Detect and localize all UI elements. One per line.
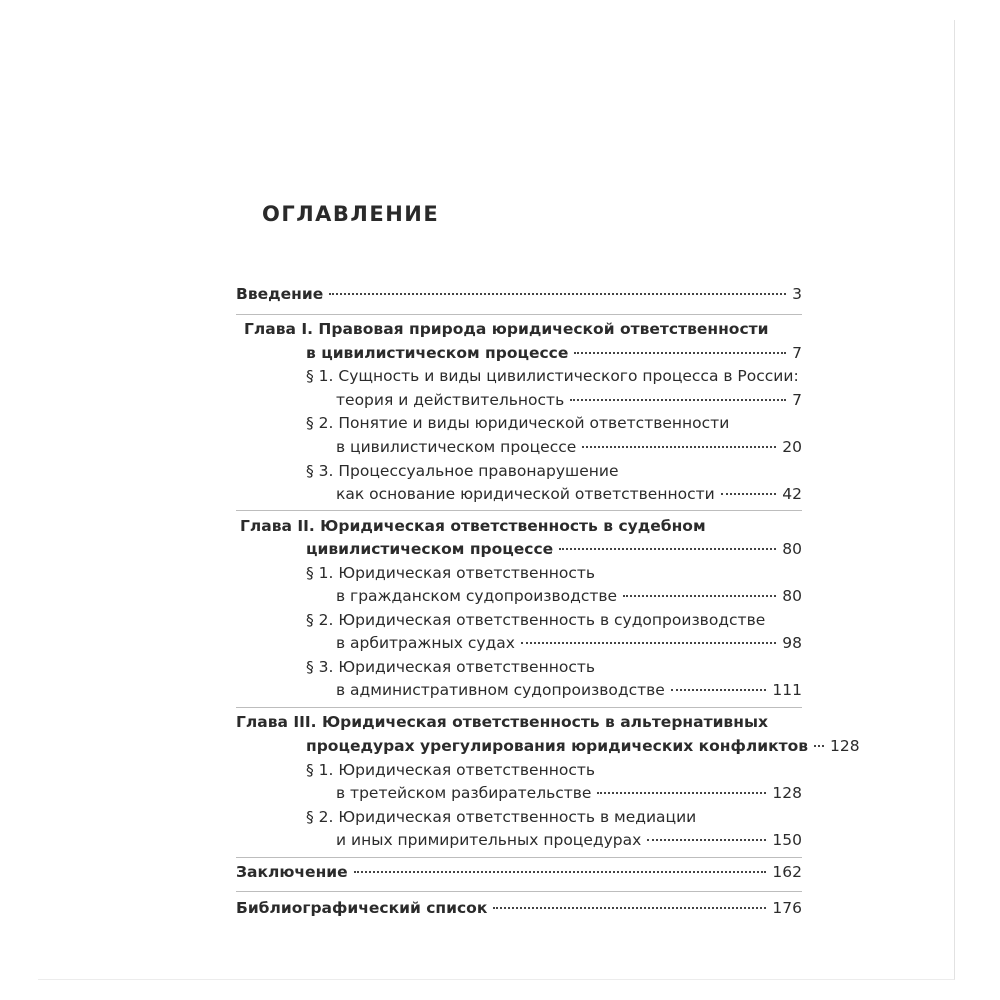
toc-section-2-2: [306, 610, 765, 630]
toc-entry-label: § 3. Процессуальное правонарушение: [306, 462, 619, 480]
dot-leader: [329, 293, 786, 295]
toc-page-number: 80: [782, 587, 802, 605]
section-divider: [236, 510, 802, 511]
toc-entry-label: § 1. Юридическая ответственность: [306, 564, 596, 582]
toc-page-number: 3: [792, 285, 802, 303]
toc-page-number: 176: [772, 899, 802, 917]
toc-entry-label: в цивилистическом процессе: [306, 344, 569, 362]
toc-section-1-2: [306, 413, 729, 433]
toc-entry-label: § 2. Юридическая ответственность в судопроизводстве: [306, 611, 766, 629]
section-divider: [236, 891, 802, 892]
dot-leader: [559, 548, 776, 550]
toc-chapter-1-title: [244, 319, 769, 339]
toc-section-1-1: [306, 366, 799, 386]
toc-section-3-2: [306, 807, 696, 827]
toc-entry-label: Библиографический список: [236, 899, 488, 917]
dot-leader: [521, 642, 776, 644]
toc-page-number: 7: [792, 391, 802, 409]
toc-section-1-2-cont: [336, 437, 802, 457]
toc-entry-introduction: [236, 284, 802, 304]
toc-entry-label: процедурах урегулирования юридических конфликтов: [306, 737, 809, 755]
toc-section-3-1-cont: [336, 783, 802, 803]
section-divider: [236, 314, 802, 315]
toc-entry-label: Глава II. Юридическая ответственность в судебном: [240, 517, 706, 535]
toc-entry-bibliography: [236, 898, 802, 918]
toc-page-number: 128: [772, 784, 802, 802]
toc-entry-label: Заключение: [236, 863, 348, 881]
toc-chapter-3-title: [236, 712, 768, 732]
toc-page-number: 111: [772, 681, 802, 699]
toc-entry-label: § 3. Юридическая ответственность: [306, 658, 596, 676]
toc-section-2-1-cont: [336, 586, 802, 606]
toc-entry-label: теория и действительность: [336, 391, 565, 409]
dot-leader: [493, 907, 766, 909]
toc-section-2-3-cont: [336, 680, 802, 700]
toc-page-number: 128: [830, 737, 860, 755]
toc-section-1-3-cont: [336, 484, 802, 504]
dot-leader: [814, 745, 824, 747]
toc-entry-label: Глава I. Правовая природа юридической ответственности: [244, 320, 769, 338]
section-divider: [236, 857, 802, 858]
toc-page-number: 150: [772, 831, 802, 849]
toc-entry-label: § 1. Сущность и виды цивилистического процесса в России:: [306, 367, 799, 385]
toc-entry-label: Глава III. Юридическая ответственность в альтернативных: [236, 713, 768, 731]
toc-section-2-3: [306, 657, 595, 677]
toc-section-1-3: [306, 461, 619, 481]
toc-section-2-1: [306, 563, 595, 583]
toc-entry-label: в третейском разбирательстве: [336, 784, 592, 802]
dot-leader: [671, 689, 767, 691]
toc-section-1-1-cont: [336, 390, 802, 410]
toc-entry-conclusion: [236, 862, 802, 882]
dot-leader: [647, 839, 766, 841]
dot-leader: [623, 595, 776, 597]
toc-section-3-2-cont: [336, 830, 802, 850]
toc-entry-label: в административном судопроизводстве: [336, 681, 665, 699]
toc-entry-label: в арбитражных судах: [336, 634, 515, 652]
dot-leader: [570, 399, 786, 401]
toc-chapter-3-title-cont: [306, 736, 860, 756]
toc-entry-label: в цивилистическом процессе: [336, 438, 577, 456]
toc-entry-label: § 2. Понятие и виды юридической ответственности: [306, 414, 730, 432]
toc-entry-label: и иных примирительных процедурах: [336, 831, 642, 849]
dot-leader: [574, 352, 786, 354]
toc-chapter-2-title: [240, 516, 706, 536]
toc-entry-label: § 2. Юридическая ответственность в медиации: [306, 808, 697, 826]
toc-page-number: 42: [782, 485, 802, 503]
toc-entry-label: как основание юридической ответственности: [336, 485, 715, 503]
dot-leader: [721, 493, 777, 495]
toc-page-number: 98: [782, 634, 802, 652]
toc-page-number: 20: [782, 438, 802, 456]
toc-entry-label: в гражданском судопроизводстве: [336, 587, 618, 605]
toc-page-number: 7: [792, 344, 802, 362]
dot-leader: [597, 792, 766, 794]
dot-leader: [354, 871, 767, 873]
toc-page-number: 80: [782, 540, 802, 558]
toc-page-number: 162: [772, 863, 802, 881]
toc-entry-label: Введение: [236, 285, 324, 303]
toc-chapter-1-title-cont: [306, 343, 802, 363]
section-divider: [236, 707, 802, 708]
dot-leader: [582, 446, 776, 448]
toc-section-3-1: [306, 760, 595, 780]
toc-entry-label: § 1. Юридическая ответственность: [306, 761, 596, 779]
toc-entry-label: цивилистическом процессе: [306, 540, 554, 558]
toc-chapter-2-title-cont: [306, 539, 802, 559]
toc-section-2-2-cont: [336, 633, 802, 653]
toc-title: ОГЛАВЛЕНИЕ: [262, 202, 440, 226]
